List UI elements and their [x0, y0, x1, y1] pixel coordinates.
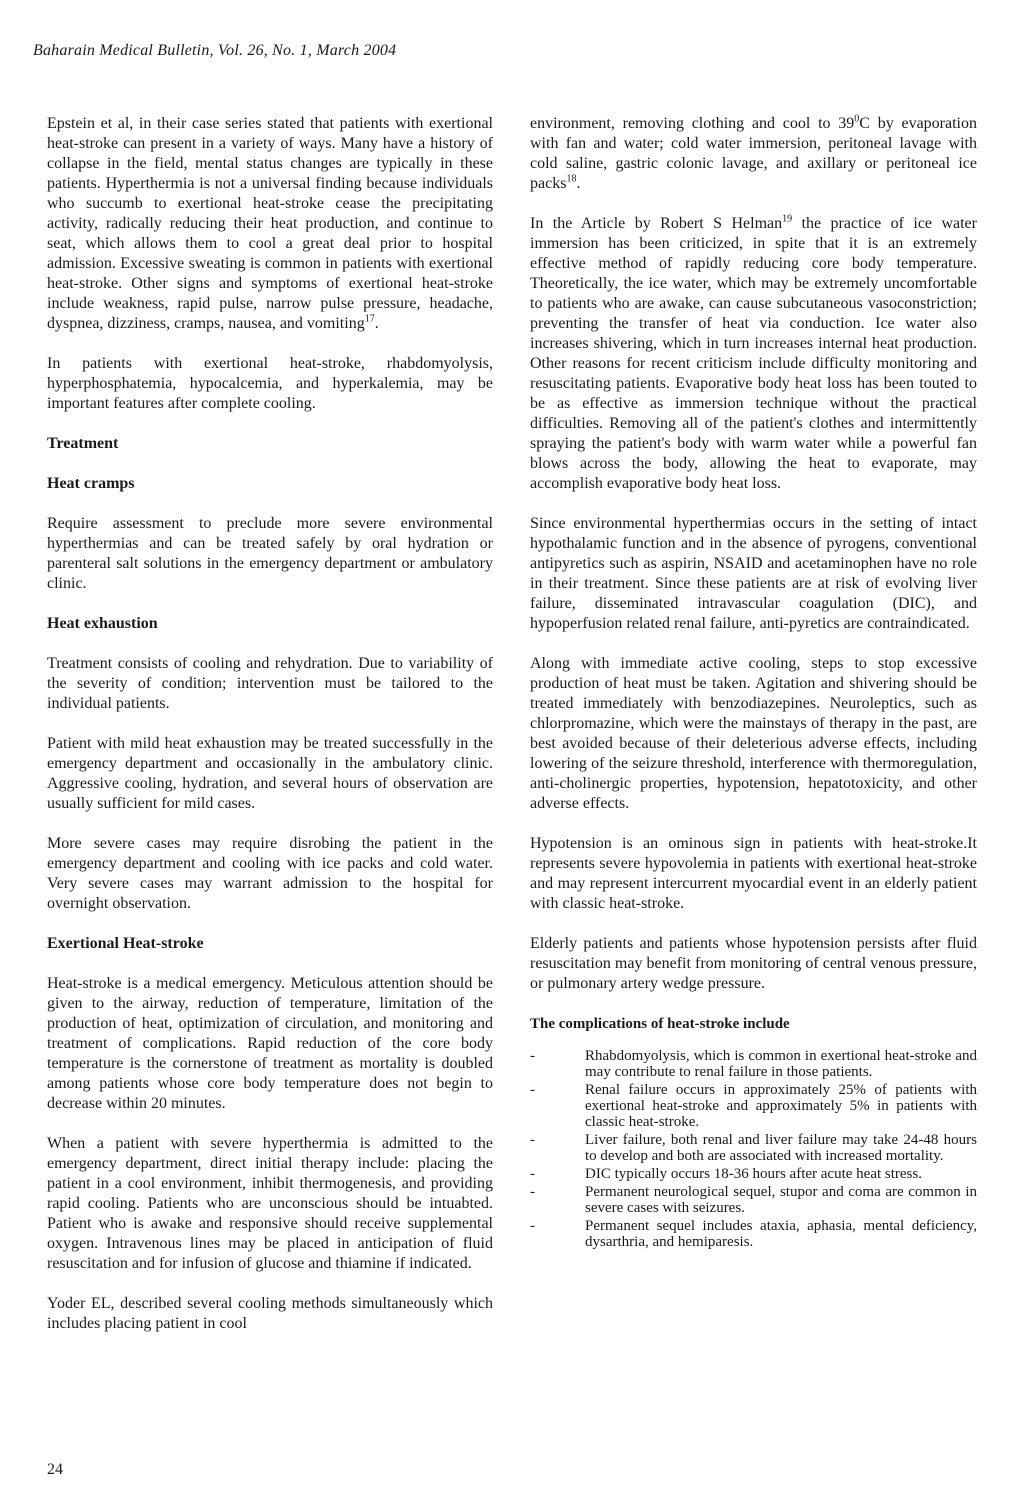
paragraph-end: .	[374, 315, 379, 332]
list-dash: -	[530, 1166, 535, 1182]
list-item-text: DIC typically occurs 18-36 hours after acute heat stress.	[585, 1166, 922, 1182]
list-item-text: Liver failure, both renal and liver failure may take 24-48 hours to develop and both are associated with increased mortality.	[585, 1132, 977, 1164]
paragraph: In patients with exertional heat-stroke, rhabdomyolysis, hyperphosphatemia, hypocalcemia, and hyperkalemia, may be important features after complete cooling.	[47, 355, 493, 412]
paragraph: Along with immediate active cooling, steps to stop excessive production of heat must be taken. Agitation and shivering should be treated immediately with benzodiazepines. Neuroleptics, such as chlorpromazine, which were the mainstays of therapy in the past, are best avoided because of their deleterious adverse effects, including lowering of the seizure threshold, interference with thermoregulation, anti-cholinergic properties, hypotension, hepatotoxicity, and other adverse effects.	[530, 655, 977, 812]
paragraph: Hypotension is an ominous sign in patients with heat-stroke.It represents severe hypovolemia in patients with exertional heat-stroke and may represent intercurrent myocardial event in an elderly patient with classic heat-stroke.	[530, 835, 977, 912]
journal-header: Baharain Medical Bulletin, Vol. 26, No. 1, March 2004	[33, 42, 397, 59]
paragraph-text: C by evaporation with fan and water; cold water immersion, peritoneal lavage with cold saline, gastric colonic lavage, and axillary or peritoneal ice packs	[530, 115, 977, 192]
paragraph	[530, 214, 977, 494]
paragraph: Since environmental hyperthermias occurs in the setting of intact hypothalamic function and in the absence of pyrogens, conventional antipyretics such as aspirin, NSAID and acetaminophen have no role in their treatment. Since these patients are at risk of evolving liver failure, disseminated intravascular coagulation (DIC), and hypoperfusion related renal failure, anti-pyretics are contraindicated.	[530, 515, 977, 632]
subsection-heading-heat-exhaustion: Heat exhaustion	[47, 615, 158, 632]
paragraph: Elderly patients and patients whose hypotension persists after fluid resuscitation may benefit from monitoring of central venous pressure, or pulmonary artery wedge pressure.	[530, 935, 977, 992]
page-number: 24	[47, 1461, 63, 1478]
left-column	[47, 114, 493, 1334]
paragraph	[530, 114, 977, 194]
paragraph: Patient with mild heat exhaustion may be treated successfully in the emergency department and occasionally in the ambulatory clinic. Aggressive cooling, hydration, and several hours of observation are usually sufficient for mild cases.	[47, 735, 493, 812]
list-item-text: Rhabdomyolysis, which is common in exertional heat-stroke and may contribute to renal failure in those patients.	[585, 1048, 977, 1080]
complications-list	[530, 1048, 977, 1250]
list-item	[530, 1048, 977, 1080]
reference-superscript: 19	[782, 213, 793, 225]
list-item	[530, 1082, 977, 1130]
paragraph-text: the practice of ice water immersion has been criticized, in spite that it is an extremely effective method of rapidly reducing core body temperature. Theoretically, the ice water, which may be extremely uncomfortable to patients who are awake, can cause subcutaneous vasoconstriction; preventing the transfer of heat via conduction. Ice water also increases shivering, which in turn increases internal heat production. Other reasons for recent criticism include difficulty monitoring and resuscitating patients. Evaporative body heat loss has been touted to be as effective as immersion technique without the practical difficulties. Removing all of the patient's clothes and intermittently spraying the patient's body with warm water while a powerful fan blows across the body, allowing the heat to evaporate, may accomplish evaporative body heat loss.	[530, 215, 977, 492]
degree-superscript: 0	[854, 113, 860, 125]
list-dash: -	[530, 1082, 535, 1098]
paragraph: When a patient with severe hyperthermia is admitted to the emergency department, direct initial therapy include: placing the patient in a cool environment, inhibit thermogenesis, and providing rapid cooling. Patients who are unconscious should be intuabted. Patient who is awake and responsive should receive supplemental oxygen. Intravenous lines may be placed in anticipation of fluid resuscitation and for infusion of glucose and thiamine if indicated.	[47, 1135, 493, 1272]
section-heading-treatment: Treatment	[47, 435, 119, 452]
paragraph: More severe cases may require disrobing the patient in the emergency department and cooling with ice packs and cold water. Very severe cases may warrant admission to the hospital for overnight observation.	[47, 835, 493, 912]
subsection-heading-heat-cramps: Heat cramps	[47, 475, 135, 492]
subsection-heading-exertional-heat-stroke: Exertional Heat-stroke	[47, 935, 204, 952]
list-item-text: Permanent neurological sequel, stupor and coma are common in severe cases with seizures.	[585, 1184, 977, 1216]
paragraph-text: In the Article by Robert S Helman	[530, 215, 783, 232]
paragraph-text: Epstein et al, in their case series stated that patients with exertional heat-stroke can present in a variety of ways. Many have a history of collapse in the field, mental status changes are typically in these patients. Hyperthermia is not a universal finding because individuals who succumb to exertional heat-stroke cease the precipitating activity, radically reducing their heat production, and continue to seat, which allows them to cool a great deal prior to hospital admission. Excessive sweating is common in patients with exertional heat-stroke. Other signs and symptoms of exertional heat-stroke include weakness, rapid pulse, narrow pulse pressure, headache, dyspnea, dizziness, cramps, nausea, and vomiting	[47, 115, 493, 332]
reference-superscript: 17	[364, 313, 375, 325]
paragraph: Treatment consists of cooling and rehydration. Due to variability of the severity of condition; intervention must be tailored to the individual patients.	[47, 655, 493, 712]
list-dash: -	[530, 1184, 535, 1200]
paragraph: Heat-stroke is a medical emergency. Meticulous attention should be given to the airway, reduction of temperature, limitation of the production of heat, optimization of circulation, and monitoring and treatment of complications. Rapid reduction of the core body temperature is the cornerstone of treatment as mortality is doubled among patients whose core body temperature does not begin to decrease within 20 minutes.	[47, 975, 493, 1112]
paragraph-text: environment, removing clothing and cool to 39	[530, 115, 855, 132]
complications-heading: The complications of heat-stroke include	[530, 1016, 790, 1032]
list-item-text: Permanent sequel includes ataxia, aphasia, mental deficiency, dysarthria, and hemiparesis.	[585, 1218, 977, 1250]
paragraph-end: .	[576, 175, 581, 192]
list-dash: -	[530, 1132, 535, 1148]
list-item	[530, 1132, 977, 1164]
reference-superscript: 18	[566, 173, 577, 185]
paragraph	[47, 114, 493, 334]
list-item	[530, 1184, 977, 1216]
list-dash: -	[530, 1218, 535, 1234]
list-item	[530, 1218, 977, 1250]
right-column	[530, 114, 977, 1252]
list-item	[530, 1166, 977, 1182]
list-dash: -	[530, 1048, 535, 1064]
paragraph: Yoder EL, described several cooling methods simultaneously which includes placing patient in cool	[47, 1295, 493, 1332]
list-item-text: Renal failure occurs in approximately 25% of patients with exertional heat-stroke and approximately 5% in patients with classic heat-stroke.	[585, 1082, 977, 1130]
paragraph: Require assessment to preclude more severe environmental hyperthermias and can be treated safely by oral hydration or parenteral salt solutions in the emergency department or ambulatory clinic.	[47, 515, 493, 592]
